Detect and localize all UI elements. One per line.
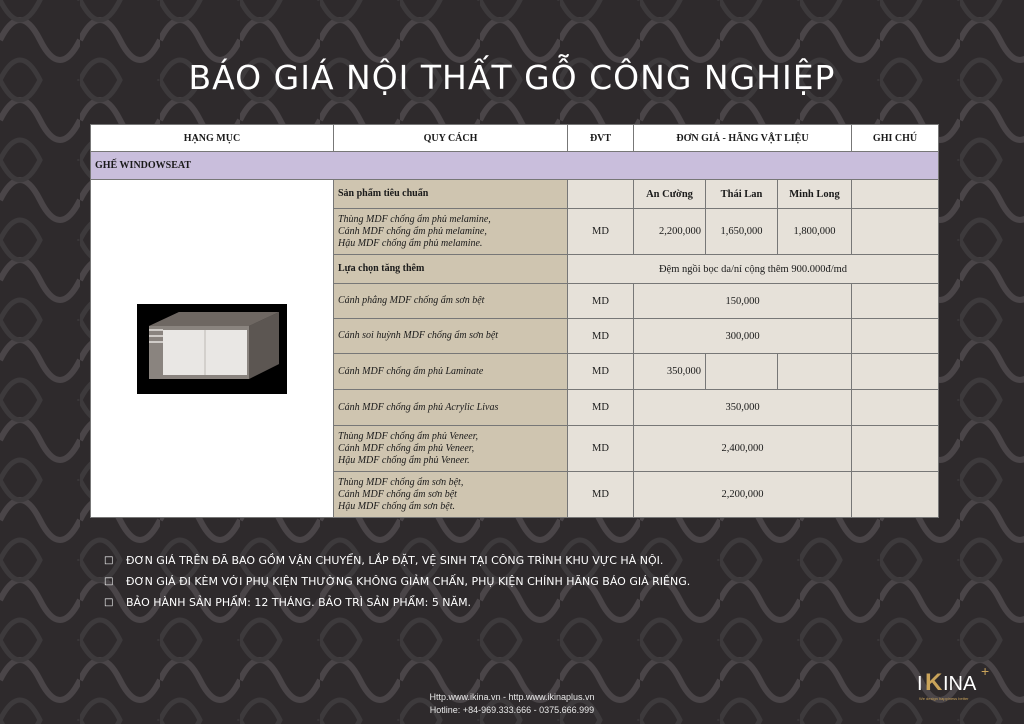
category-row xyxy=(91,152,939,180)
note-item: □ BẢO HÀNH SẢN PHẨM: 12 THÁNG. BẢO TRÌ SẢN PHẨM: 5 NĂM. xyxy=(104,596,472,609)
header-note: GHI CHÚ xyxy=(852,125,939,152)
header-item: HẠNG MỤC xyxy=(91,125,334,152)
brand-an-cuong: An Cường xyxy=(634,180,706,209)
standard-label: Sản phẩm tiêu chuẩn xyxy=(334,180,568,209)
options-note: Đệm ngồi bọc da/nỉ cộng thêm 900.000đ/md xyxy=(568,255,939,284)
price-an-cuong: 2,200,000 xyxy=(634,209,706,255)
footer-contact xyxy=(0,691,1024,717)
page-title: BÁO GIÁ NỘI THẤT GỖ CÔNG NGHIỆP xyxy=(188,58,836,97)
svg-text:INA: INA xyxy=(943,673,977,695)
table-row: Cánh MDF chống ẩm phủ Laminate MD 350,000 xyxy=(91,354,939,390)
header-spec: QUY CÁCH xyxy=(334,125,568,152)
note-item: □ ĐƠN GIÁ ĐI KÈM VỚI PHỤ KIỆN THƯỜNG KHÔNG GIẢM CHẤN, PHỤ KIỆN CHÍNH HÃNG BÁO GIÁ RIÊNG. xyxy=(104,575,691,588)
options-label: Lựa chọn tăng thêm xyxy=(334,255,568,284)
standard-unit: MD xyxy=(568,209,634,255)
checkbox-bullet-icon: □ xyxy=(104,555,114,566)
price-table xyxy=(90,124,939,518)
terms-notes xyxy=(104,550,690,613)
table-row: Cánh MDF chống ẩm phủ Acrylic Livas MD 350,000 xyxy=(91,390,939,426)
windowseat-image xyxy=(137,304,287,394)
category-label: GHẾ WINDOWSEAT xyxy=(91,152,939,180)
header-price: ĐƠN GIÁ - HÃNG VẬT LIỆU xyxy=(634,125,852,152)
table-row: Cánh soi huỳnh MDF chống ẩm sơn bệt MD 300,000 xyxy=(91,319,939,354)
table-row xyxy=(91,180,939,209)
price-minh-long: 1,800,000 xyxy=(778,209,852,255)
table-row: Thùng MDF chống ẩm phủ Veneer, Cánh MDF chống ẩm phủ Veneer, Hậu MDF chống ẩm phủ Veneer. MD 2,400,000 xyxy=(91,426,939,472)
checkbox-bullet-icon: □ xyxy=(104,576,114,587)
svg-text:K: K xyxy=(925,669,943,696)
brand-thai-lan: Thái Lan xyxy=(706,180,778,209)
note-item: □ ĐƠN GIÁ TRÊN ĐÃ BAO GỒM VẬN CHUYỂN, LẮP ĐẶT, VỆ SINH TẠI CÔNG TRÌNH KHU VỰC HÀ NỘI. xyxy=(104,554,664,567)
footer-websites: Http.www.ikina.vn - http.www.ikinaplus.vn xyxy=(429,692,595,702)
footer-hotline: Hotline: +84-969.333.666 - 0375.666.999 xyxy=(429,705,595,715)
price-thai-lan: 1,650,000 xyxy=(706,209,778,255)
product-image-cell xyxy=(91,180,334,518)
standard-spec: Thùng MDF chống ẩm phủ melamine, Cánh MDF chống ẩm phủ melamine, Hậu MDF chống ẩm phủ melamine. xyxy=(334,209,568,255)
brand-minh-long: Minh Long xyxy=(778,180,852,209)
checkbox-bullet-icon: □ xyxy=(104,597,114,608)
svg-text:I: I xyxy=(917,673,923,695)
svg-text:+: + xyxy=(981,663,990,679)
header-unit: ĐVT xyxy=(568,125,634,152)
svg-text:We design happiness better: We design happiness better xyxy=(919,696,969,701)
table-header-row xyxy=(91,125,939,152)
table-row: Cánh phẳng MDF chống ẩm sơn bệt MD 150,000 xyxy=(91,284,939,319)
table-row: Thùng MDF chống ẩm sơn bệt, Cánh MDF chống ẩm sơn bệt Hậu MDF chống ẩm sơn bệt. MD 2,200,000 xyxy=(91,472,939,518)
